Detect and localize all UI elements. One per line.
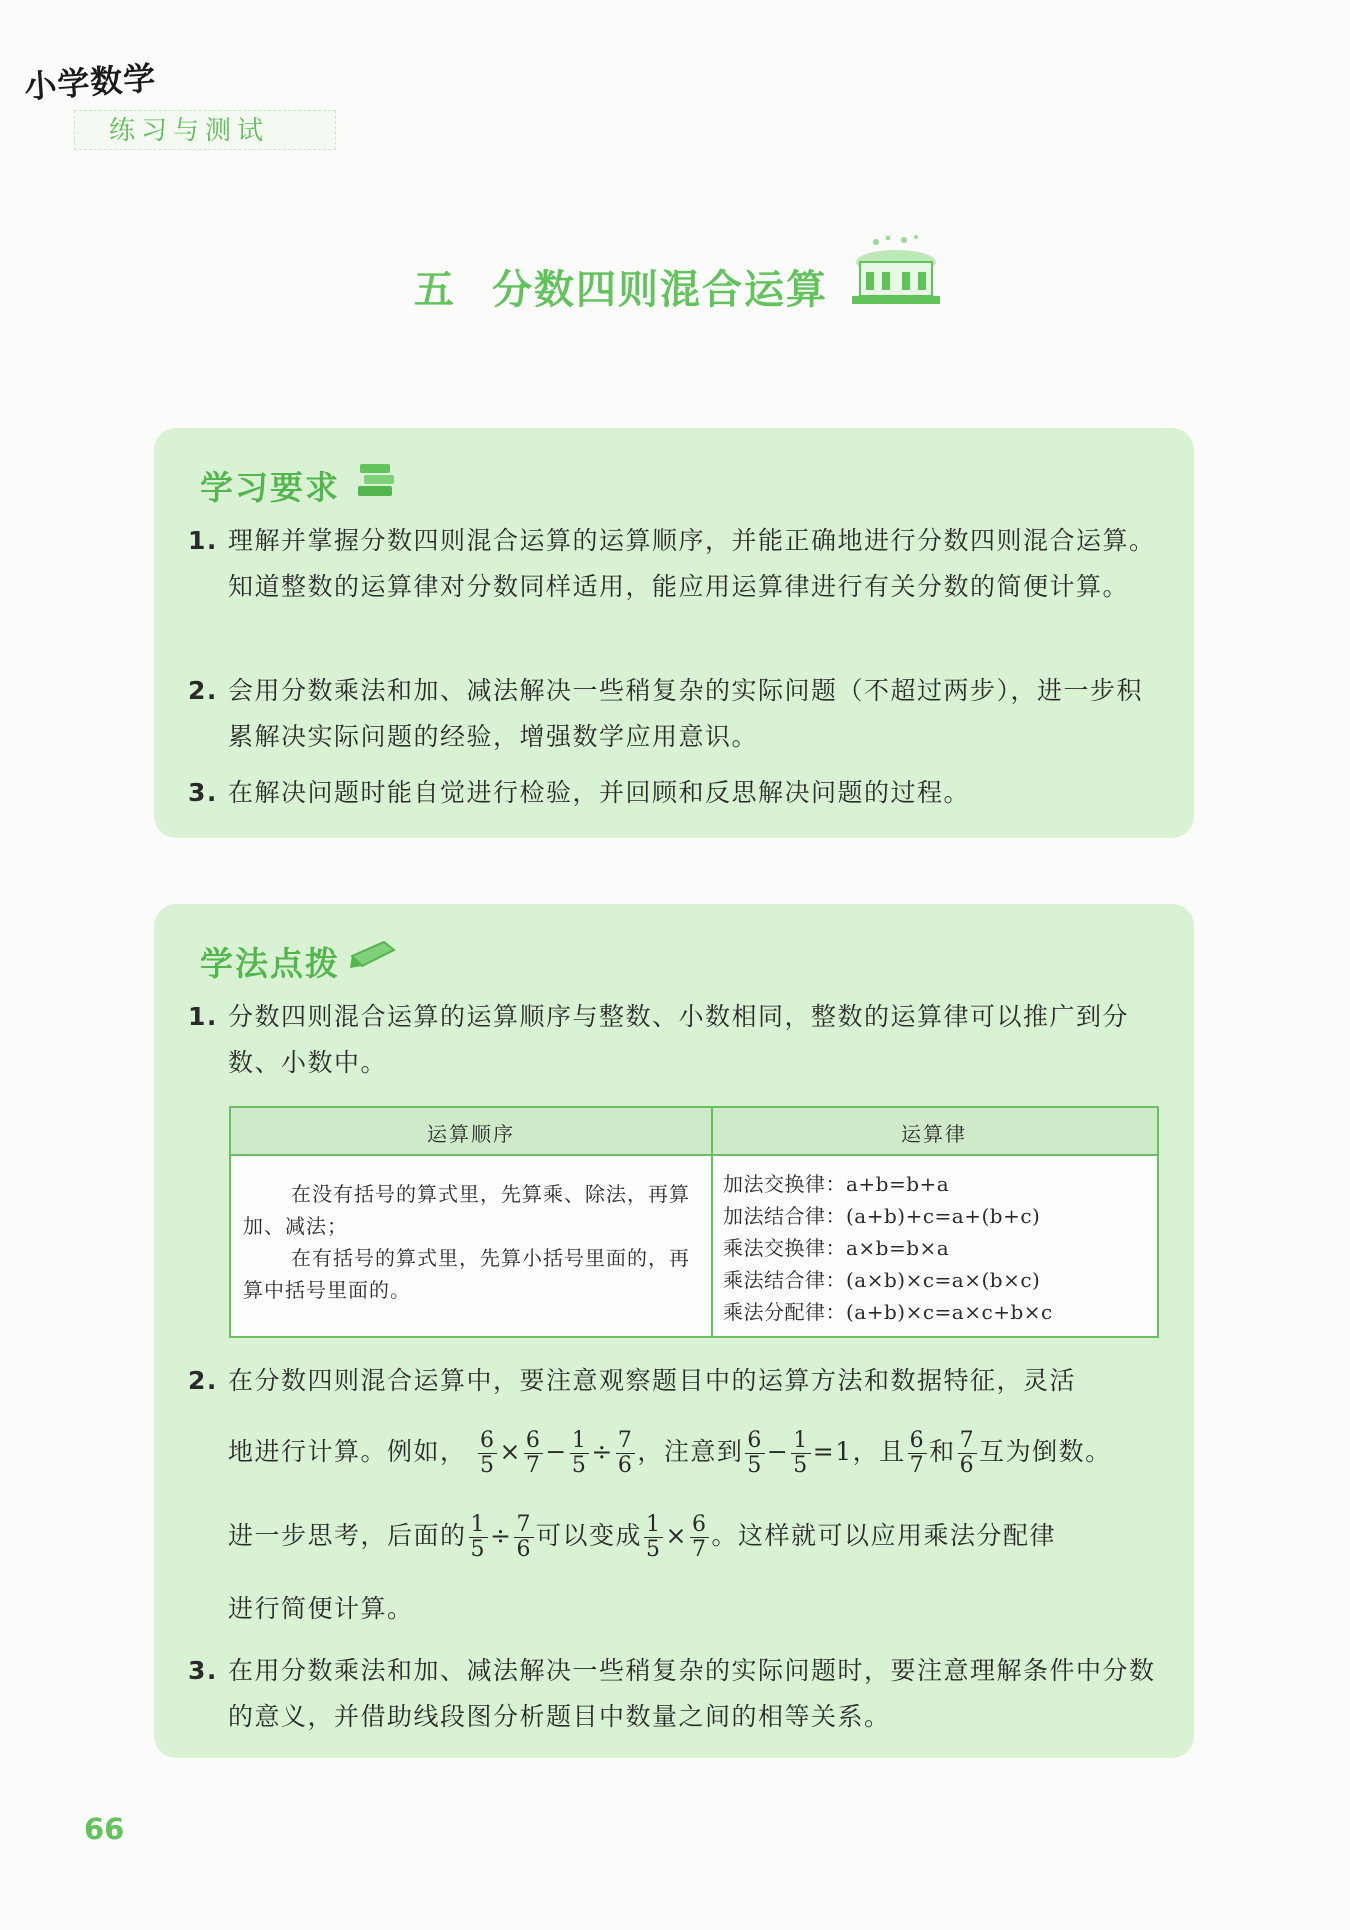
page-number: 66 — [84, 1812, 125, 1846]
fraction: $\frac{6}{7}$ — [909, 1428, 926, 1478]
requirement-item — [188, 518, 1158, 610]
requirement-item — [188, 668, 1158, 760]
table-header-row — [231, 1108, 1157, 1156]
learning-requirements-panel — [154, 428, 1194, 838]
fraction: $\frac{6}{5}$ — [747, 1428, 763, 1478]
fraction: $\frac{1}{5}$ — [571, 1428, 588, 1478]
item-number: 1. — [188, 526, 218, 555]
law-line: 乘法分配律：(a+b)×c=a×c+b×c — [723, 1300, 1053, 1324]
fraction: $\frac{6}{7}$ — [525, 1428, 542, 1478]
book-title: 小学数学 — [23, 58, 158, 107]
tip-item — [188, 1648, 1158, 1740]
item-text: 在用分数乘法和加、减法解决一些稍复杂的实际问题时，要注意理解条件中分数的意义，并借助线段图分析题目中数量之间的相等关系。 — [228, 1656, 1156, 1731]
fraction: $\frac{1}{5}$ — [470, 1512, 487, 1562]
text-segment: 互为倒数。 — [979, 1437, 1112, 1466]
item-text: 分数四则混合运算的运算顺序与整数、小数相同，整数的运算律可以推广到分数、小数中。 — [228, 1002, 1130, 1077]
operation-order-cell — [243, 1178, 695, 1306]
law-line: 加法交换律：a+b=b+a — [723, 1172, 950, 1196]
tip-item-line: 地进行计算。例如， $\frac{6}{5}$ × $\frac{6}{7}$ − $\frac{1}{5}$ ÷ $\frac{7}{6}$ ，注意到 $\frac{6}{5}$ − $\frac{1}{5}$ =1，且 $\frac{6}{7}$ 和 $\frac{7}{6}$ 互为倒数。 — [228, 1428, 1112, 1478]
requirements-heading: 学习要求 — [200, 468, 340, 507]
item-text: 理解并掌握分数四则混合运算的运算顺序，并能正确地进行分数四则混合运算。知道整数的运算律对分数同样适用，能应用运算律进行有关分数的简便计算。 — [228, 526, 1156, 601]
tip-item-line: 进一步思考，后面的 $\frac{1}{5}$ ÷ $\frac{7}{6}$ 可以变成 $\frac{1}{5}$ × $\frac{6}{7}$ 。这样就可以应用乘法分配律 — [228, 1512, 1056, 1562]
text-segment: 和 — [929, 1437, 956, 1466]
pencil-icon — [348, 934, 400, 974]
books-icon — [354, 458, 400, 500]
book-brand — [22, 58, 336, 150]
item-number: 3. — [188, 1656, 218, 1685]
item-number: 3. — [188, 778, 218, 807]
text-segment: 进一步思考，后面的 — [228, 1521, 467, 1550]
text-segment: ，注意到 — [637, 1437, 744, 1466]
law-line: 乘法结合律：(a×b)×c=a×(b×c) — [723, 1268, 1041, 1292]
operation-laws-cell — [723, 1168, 1053, 1328]
fraction: $\frac{6}{5}$ — [479, 1428, 496, 1478]
fraction: $\frac{1}{5}$ — [645, 1512, 662, 1562]
order-rule: 在没有括号的算式里，先算乘、除法，再算加、减法； — [243, 1182, 690, 1238]
fraction: $\frac{6}{7}$ — [691, 1512, 708, 1562]
fraction: $\frac{7}{6}$ — [516, 1512, 532, 1562]
column-header-order: 运算顺序 — [427, 1122, 515, 1146]
item-number: 1. — [188, 1002, 218, 1031]
law-line: 加法结合律：(a+b)+c=a+(b+c) — [723, 1204, 1041, 1228]
rules-table — [229, 1106, 1159, 1338]
tip-item-line — [188, 1586, 1158, 1632]
column-header-laws: 运算律 — [901, 1122, 967, 1146]
text-segment: =1，且 — [812, 1437, 906, 1466]
study-tips-panel — [154, 904, 1194, 1758]
law-line: 乘法交换律：a×b=b×a — [723, 1236, 950, 1260]
tips-heading: 学法点拨 — [200, 944, 340, 983]
item-text: 在解决问题时能自觉进行检验，并回顾和反思解决问题的过程。 — [228, 778, 971, 807]
chapter-number: 五 — [414, 266, 456, 313]
requirement-item — [188, 770, 1158, 816]
item-number: 2. — [188, 1366, 218, 1395]
tip-item — [188, 994, 1158, 1086]
building-illustration-icon — [846, 232, 946, 312]
text-segment: 可以变成 — [535, 1521, 642, 1550]
book-subtitle: 练习与测试 — [74, 110, 336, 150]
order-rule: 在有括号的算式里，先算小括号里面的，再算中括号里面的。 — [243, 1246, 690, 1302]
fraction: $\frac{1}{5}$ — [793, 1428, 809, 1478]
item-text: 进行简便计算。 — [228, 1594, 414, 1623]
fraction: $\frac{7}{6}$ — [617, 1428, 634, 1478]
item-number: 2. — [188, 676, 218, 705]
table-divider — [711, 1108, 713, 1336]
item-text: 在分数四则混合运算中，要注意观察题目中的运算方法和数据特征，灵活 — [228, 1366, 1077, 1395]
text-segment: 。这样就可以应用乘法分配律 — [711, 1521, 1056, 1550]
chapter-title — [414, 258, 828, 315]
item-text: 会用分数乘法和加、减法解决一些稍复杂的实际问题（不超过两步），进一步积累解决实际问题的经验，增强数学应用意识。 — [228, 676, 1144, 751]
tip-item — [188, 1358, 1158, 1404]
text-segment: 地进行计算。例如， — [228, 1437, 467, 1466]
fraction: $\frac{7}{6}$ — [959, 1428, 976, 1478]
chapter-name: 分数四则混合运算 — [492, 266, 828, 313]
